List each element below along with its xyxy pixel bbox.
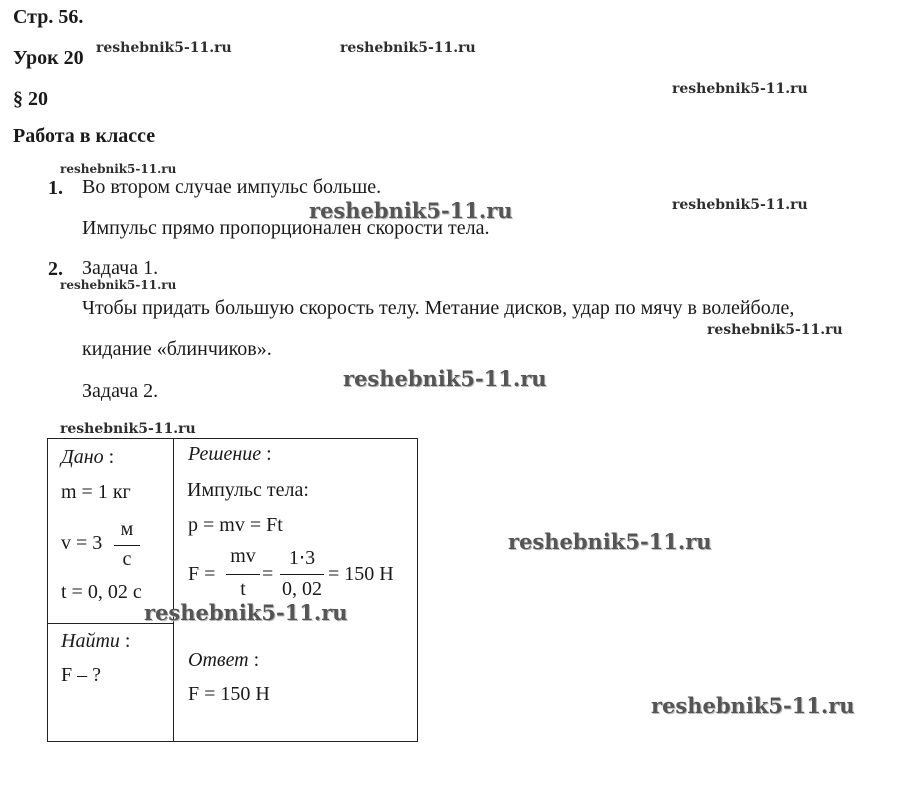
fraction-numeric-denominator: 0, 02: [282, 578, 322, 600]
given-velocity: v = 3: [61, 532, 103, 554]
answer-label: Ответ :: [188, 649, 260, 671]
task-1-title: Задача 1.: [82, 257, 159, 279]
formula-force-result: = 150 Н: [328, 563, 394, 585]
watermark: reshebnik5-11.ru: [672, 197, 808, 213]
velocity-unit-numerator: м: [120, 518, 134, 540]
formula-force-lhs: F =: [188, 563, 216, 585]
given-mass: m = 1 кг: [61, 481, 131, 503]
watermark: reshebnik5-11.ru: [672, 81, 808, 97]
formula-momentum: p = mv = Ft: [188, 514, 283, 536]
watermark: reshebnik5-11.ru: [60, 421, 196, 437]
find-label: Найти :: [61, 630, 131, 652]
solution-intro: Импульс тела:: [187, 479, 309, 501]
item-2-number: 2.: [48, 258, 63, 280]
velocity-unit-fraction: [114, 518, 140, 572]
watermark-large: reshebnik5-11.ru: [309, 198, 513, 223]
watermark: reshebnik5-11.ru: [60, 162, 177, 176]
section-title: Работа в классе: [13, 125, 156, 147]
page-number: Стр. 56.: [13, 6, 84, 28]
watermark: reshebnik5-11.ru: [340, 40, 476, 56]
fraction-numeric: [280, 545, 324, 603]
task-1-line-1: Чтобы придать большую скорость телу. Метание дисков, удар по мячу в волейболе,: [82, 297, 795, 319]
fraction-mv-numerator: mv: [230, 545, 256, 567]
watermark-large: reshebnik5-11.ru: [343, 366, 547, 391]
table-divider-vertical: [173, 438, 174, 741]
answer-value: F = 150 Н: [188, 683, 270, 705]
watermark: reshebnik5-11.ru: [96, 40, 232, 56]
velocity-unit-denominator: с: [122, 548, 132, 570]
task-1-line-2: кидание «блинчиков».: [82, 338, 272, 360]
item-1-line-2: Импульс прямо пропорционален скорости тела.: [82, 217, 490, 239]
given-time: t = 0, 02 с: [61, 581, 142, 603]
watermark-large: reshebnik5-11.ru: [144, 600, 348, 625]
given-label: Дано :: [61, 446, 115, 468]
fraction-mv-denominator: t: [240, 578, 246, 600]
task-2-title: Задача 2.: [82, 380, 159, 402]
watermark: reshebnik5-11.ru: [60, 278, 177, 292]
item-1-line-1: Во втором случае импульс больше.: [82, 176, 382, 198]
watermark-large: reshebnik5-11.ru: [508, 529, 712, 554]
lesson-title: Урок 20: [13, 47, 84, 69]
item-1-number: 1.: [48, 177, 63, 199]
fraction-mv-over-t: [226, 545, 260, 603]
find-value: F – ?: [61, 664, 101, 686]
watermark: reshebnik5-11.ru: [707, 322, 843, 338]
fraction-numeric-numerator: 1⋅3: [288, 547, 316, 569]
paragraph-number: § 20: [13, 88, 48, 110]
formula-force-equals: =: [262, 563, 274, 585]
solution-label: Решение :: [188, 443, 272, 465]
watermark-large: reshebnik5-11.ru: [651, 693, 855, 718]
